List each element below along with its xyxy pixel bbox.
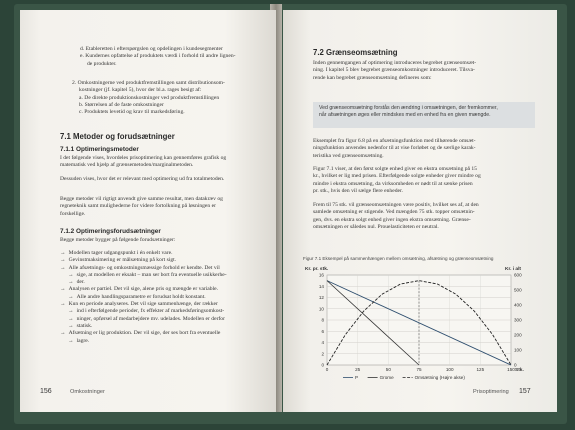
paragraph-4 [313, 202, 543, 231]
y-tick-label-left: 2 [321, 351, 324, 357]
y-tick-label-left: 0 [321, 362, 324, 368]
y-tick-label-right: 600 [514, 272, 522, 278]
subsection-heading-7-1-1: 7.1.1 Optimeringsmetoder [60, 146, 139, 153]
y-tick-label-right: 400 [514, 302, 522, 308]
paragraph-3 [60, 196, 272, 218]
text-line: samlede omsætning er stigende. Ved mængden 75 stk. topper omsætnin- [313, 209, 475, 216]
list-item-continuation: → lagre. [60, 338, 274, 345]
text-line: ningsfunktion anvendes nedenfor til at vise forløbet og de særlige karak- [313, 145, 476, 152]
definition-text [319, 105, 531, 119]
y-tick-label-left: 16 [318, 272, 324, 278]
paragraph-2 [60, 176, 272, 183]
text-line: kr., hvilket er lig med prisen. Efterfølgende solgte enheder giver mindre og [313, 173, 481, 180]
list-item-continuation: → ninger, opførsel af medarbejdere mv. udelades. Modellen er derfor [60, 316, 274, 323]
list-item-continuation: → Alle andre handlingsparametre er forudsat holdt konstant. [60, 294, 274, 301]
text-line: forskellige. [60, 210, 86, 217]
x-tick-label: 150 [507, 367, 515, 372]
y-tick-label-right: 0 [514, 362, 517, 368]
list-item: → Alle afsætnings- og omkostningsmæssige forhold er kendte. Det vil [60, 265, 274, 272]
x-tick-label: 125 [476, 367, 485, 372]
y-axis-label-left: Kr. pr. stk. [305, 267, 329, 272]
page-footer: Prisoptimering [473, 389, 509, 395]
legend-label: P [355, 375, 359, 380]
list-item: e. Kundernes opfattelse af produktets værdi i forhold til andre lignen- [80, 53, 236, 60]
list-item: → Gevinstmaksimering er målsætning på kort sigt. [60, 257, 274, 264]
list-item: de produkter. [87, 60, 117, 67]
legend-label: Grome [379, 375, 394, 380]
y-tick-label-left: 10 [318, 306, 324, 312]
list-item: a. De direkte produktionskostninger ved produktfremstillingen [79, 94, 220, 101]
y-tick-label-left: 4 [321, 340, 324, 345]
y-tick-label-left: 8 [321, 317, 324, 323]
text-line: regneteknik samt mulighederne for videre fortolkning på løsningen er [60, 203, 216, 210]
y-tick-label-right: 100 [514, 347, 522, 353]
assumption-list [60, 250, 274, 345]
y-tick-label-right: 300 [514, 317, 522, 323]
x-tick-label: 75 [416, 367, 422, 372]
subsection-heading-7-1-2: 7.1.2 Optimeringsforudsætninger [60, 228, 161, 235]
list-item: → Modellen tager udgangspunkt i én enkelt vare. [60, 250, 274, 257]
list-item: c. Produktets levetid og krav til markedsføring. [79, 109, 185, 116]
y-tick-label-left: 14 [318, 283, 324, 289]
paragraph-1 [313, 60, 543, 82]
list-item: → Kun en periode analyseres. Det vil sige sammenhænge, der rækker [60, 301, 274, 308]
list-item: → Analysen er partiel. Det vil sige, alene pris og mængde er variable. [60, 286, 274, 293]
x-tick-label: 0 [325, 367, 329, 372]
list-item-continuation: → statisk. [60, 323, 274, 330]
y-tick-label-right: 200 [514, 332, 522, 338]
item-2-block [72, 80, 272, 116]
paragraph-1 [60, 155, 272, 170]
list-item-continuation: → der. [60, 279, 274, 286]
y-tick-label-left: 6 [321, 328, 324, 334]
x-tick-label: 50 [385, 367, 391, 372]
page-footer: Omkostninger [70, 389, 105, 395]
x-tick-label: 100 [445, 367, 454, 372]
chart-title: Figur 7.1 Eksempel på sammenhængen mellem omsætning, afsætning og grænseomsætning [303, 256, 494, 261]
text-line: Frem til 75 stk. vil grænseomsætningen være positiv, hvilket ses af, at den [313, 202, 479, 208]
text-line: mindre i ekstra omsætning, da virksomheden er nødt til at sænke prisen [313, 180, 473, 187]
page-number: 156 [40, 388, 52, 395]
text-line: Figur 7.1 viser, at den først solgte enhed giver en ekstra omsætning på 15 [313, 166, 477, 172]
figure-7-1-chart [303, 255, 531, 383]
text-line: pr. stk., hvis den vil sælge flere enheder. [313, 187, 403, 194]
list-item-continuation: → sige, at modellen er eksakt – man ser bort fra eventuelle usikkerhe- [60, 272, 274, 279]
left-page [20, 10, 276, 412]
paragraph-4: Begge metoder bygger på følgende forudsætninger: [60, 237, 176, 243]
paragraph-3 [313, 166, 543, 195]
page-number: 157 [519, 388, 531, 395]
text-line: Eksemplet fra figur 6.8 på en afsætningsfunktion med tilhørende omsæt- [313, 138, 476, 144]
section-heading-7-2: 7.2 Grænseomsætning [313, 48, 398, 57]
text-line: omsætningen er således nul. Prouelasticiteten er neutral. [313, 223, 439, 230]
y-axis-label-right: Kr. i alt [505, 267, 521, 272]
definition-callout [313, 102, 535, 128]
text-line: Ved grænseomsætning forstås den ændring i omsætningen, der fremkommer, [319, 105, 498, 111]
text-line: matematisk ved hjælp af grænsemetoden/marginalmetoden. [60, 162, 194, 169]
text-line: gen, dvs. en ekstra solgt enhed giver ingen ekstra omsætning. Grænse- [313, 216, 471, 223]
list-item: kostninger (jf. kapitel 5), hvor der bl.a. rages besigt af: [79, 87, 202, 94]
x-axis-label: Stk. [515, 368, 524, 373]
section-heading-7-1: 7.1 Metoder og forudsætninger [60, 132, 175, 141]
list-item: b. Størrelsen af de faste omkostninger [79, 101, 164, 108]
y-tick-label-left: 12 [318, 295, 324, 300]
text-line: rende kan begrebet grænseomsætning defineres som: [313, 74, 432, 81]
legend-label: Omsætning (Højre akse) [414, 375, 465, 380]
y-tick-label-right: 500 [514, 287, 522, 293]
x-tick-label: 25 [355, 367, 361, 372]
list-item: d. Etableretten i efterspørgslen og opdelingen i kundesegmenter [80, 46, 223, 52]
paragraph-2 [313, 138, 543, 160]
text-line: ning. I kapitel 5 blev begrebet grænseomkostninger introduceret. Tilsva- [313, 67, 475, 74]
text-line: Inden gennemgangen af optimering introduceres begrebet grænseomsæt- [313, 60, 477, 66]
text-line: Begge metoder vil rigtigt anvendt give samme resultat, men datakræv og [60, 196, 223, 202]
right-page [283, 10, 557, 412]
list-item: → Afsætning er lig produktion. Der vil sige, der ses bort fra eventuelle [60, 330, 274, 337]
text-line: Dessuden vises, hvor det er relevant med optimering ud fra totalmetoden. [60, 176, 225, 182]
text-line: I det følgende vises, hvordeles prisoptimering kan gennemføres grafisk og [60, 155, 227, 161]
list-item: 2. Omkostningerne ved produktfremstillingen samt distributionsom- [72, 80, 225, 86]
text-line: når afsætningen øges eller mindskes med en enhed fra en given mængde. [319, 111, 491, 118]
text-line: teristika ved grænseomsætning. [313, 152, 384, 159]
list-item-continuation: → ind i efterfølgende perioder, fx effekter af markedsføringsomkost- [60, 308, 274, 315]
list-block [80, 46, 270, 68]
